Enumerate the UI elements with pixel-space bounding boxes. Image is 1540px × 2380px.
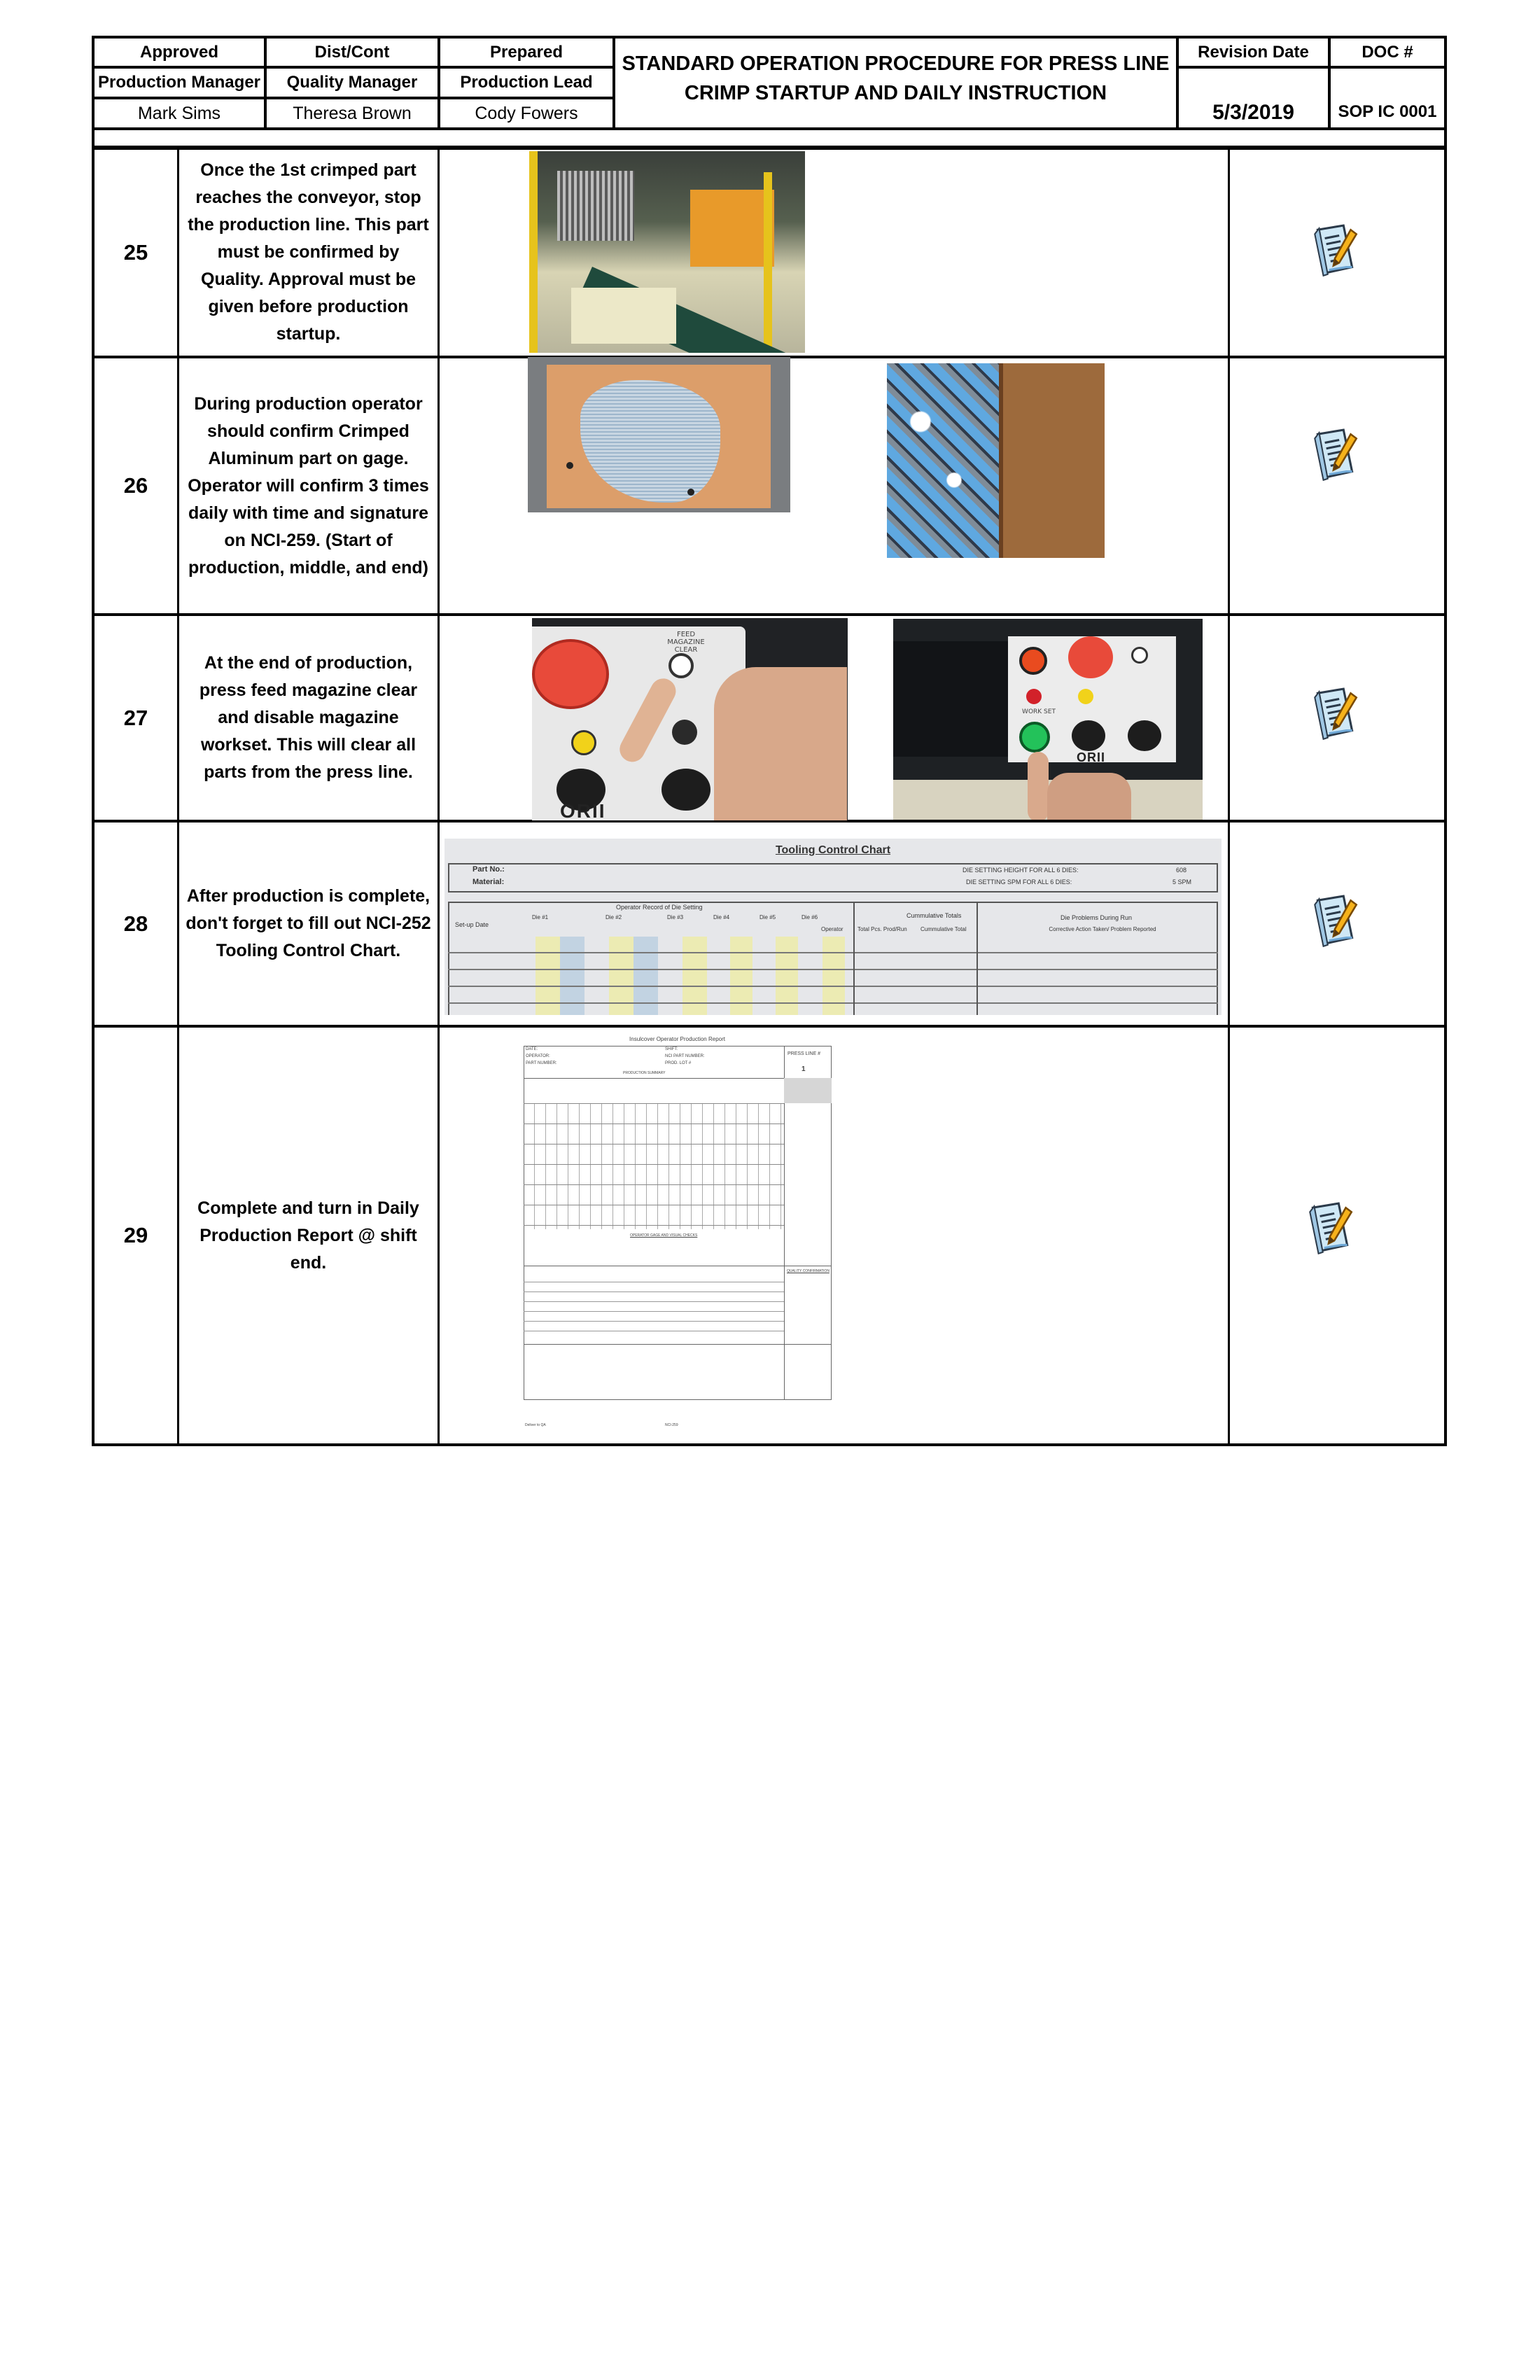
notepad-pencil-icon [1308, 223, 1363, 280]
notepad-pencil-icon [1308, 893, 1363, 951]
step-number: 27 [123, 705, 148, 730]
part-number-label: PART NUMBER: [526, 1061, 557, 1065]
panel-label-brand: ORII [1077, 750, 1106, 764]
gauge-check-label: OPERATOR GAGE AND VISUAL CHECKS [630, 1233, 698, 1238]
die-problems-label: Die Problems During Run [1060, 914, 1133, 921]
step-instruction: At the end of production, press feed magazine clear and disable magazine workset. This will clear all parts from the press line. [199, 653, 418, 782]
production-summary-label: PRODUCTION SUMMARY [623, 1071, 666, 1075]
panel-label-work-set: WORK SET [1022, 708, 1056, 715]
cumulative-total-label: Cummulative Total [920, 926, 967, 932]
step-number: 26 [123, 473, 148, 498]
doc-number-label: DOC # [1362, 42, 1413, 62]
quality-confirmation-label: QUALITY CONFIRMATION [787, 1269, 830, 1273]
notepad-pencil-icon [1308, 686, 1363, 743]
material-label: Material: [472, 878, 505, 886]
approved-label: Approved [139, 42, 218, 62]
step-instruction: Once the 1st crimped part reaches the conveyor, stop the production line. This part must be confirmed by Quality. Approval must be given before production startup. [188, 160, 429, 344]
date-label: DATE: [526, 1047, 538, 1051]
work-set-button-photo [893, 619, 1203, 820]
dist-cont-title: Quality Manager [286, 73, 418, 92]
revision-date-label: Revision Date [1198, 42, 1309, 62]
preparer-title: Production Lead [460, 73, 593, 92]
die-1-label: Die #1 [532, 914, 549, 920]
document-title-line2: CRIMP STARTUP AND DAILY INSTRUCTION [684, 81, 1107, 104]
part-no-label: Part No.: [472, 865, 505, 874]
step-number: 28 [123, 911, 148, 936]
footer-left: Deliver to QA [525, 1423, 546, 1427]
notepad-pencil-icon [1308, 427, 1363, 484]
die-spm-value: 5 SPM [1172, 878, 1192, 886]
daily-production-report-form [518, 1036, 836, 1435]
die-spm-label: DIE SETTING SPM FOR ALL 6 DIES: [966, 878, 1072, 886]
setup-date-label: Set-up Date [455, 921, 489, 928]
cumulative-totals-label: Cummulative Totals [906, 912, 962, 919]
document-title-line1: STANDARD OPERATION PROCEDURE FOR PRESS LINE [622, 52, 1170, 75]
dist-cont-label: Dist/Cont [314, 42, 390, 62]
step-instruction: After production is complete, don't forget to fill out NCI-252 Tooling Control Chart. [186, 886, 431, 960]
report-title: Insulcover Operator Production Report [629, 1036, 725, 1042]
die-height-label: DIE SETTING HEIGHT FOR ALL 6 DIES: [962, 867, 1079, 874]
tooling-control-chart-form [444, 839, 1222, 1015]
footer-center: NCI-259 [665, 1423, 678, 1427]
form-title: Tooling Control Chart [775, 844, 891, 856]
crimped-aluminum-closeup-photo [887, 363, 1105, 558]
operator-col-label: Operator [821, 926, 844, 932]
corrective-action-label: Corrective Action Taken/ Problem Reported [1049, 926, 1156, 932]
shift-label: SHIFT: [665, 1047, 678, 1051]
approver-title: Production Manager [97, 73, 261, 92]
total-pcs-label: Total Pcs. Prod/Run [858, 926, 907, 932]
step-number: 25 [123, 239, 148, 265]
feed-magazine-clear-button-photo [532, 618, 848, 820]
step-instruction: During production operator should confirm Crimped Aluminum part on gage. Operator will confirm 3 times daily with time and signature on NCI-259. (Start of production, middle, and end) [188, 393, 429, 578]
prod-lot-label: PROD. LOT # [665, 1061, 692, 1065]
nci-part-label: NCI PART NUMBER: [665, 1054, 705, 1058]
aluminum-part-on-gage-photo [528, 357, 790, 512]
operator-record-label: Operator Record of Die Setting [616, 904, 703, 911]
notepad-pencil-icon [1303, 1200, 1358, 1258]
step-number: 29 [123, 1223, 148, 1247]
operator-label: OPERATOR: [526, 1054, 550, 1058]
dist-cont-name: Theresa Brown [293, 103, 412, 123]
step-instruction: Complete and turn in Daily Production Report @ shift end. [197, 1198, 419, 1273]
approver-name: Mark Sims [137, 103, 221, 123]
die-3-label: Die #3 [667, 914, 684, 920]
preparer-name: Cody Fowers [475, 103, 578, 123]
doc-number-value: SOP IC 0001 [1338, 102, 1437, 121]
die-4-label: Die #4 [713, 914, 730, 920]
die-2-label: Die #2 [606, 914, 622, 920]
die-5-label: Die #5 [760, 914, 776, 920]
press-line-label: PRESS LINE # [788, 1051, 821, 1056]
panel-label-feed-magazine-clear: FEED MAGAZINE CLEAR [667, 631, 705, 654]
press-line-value: 1 [802, 1065, 806, 1073]
document-title [615, 38, 1176, 127]
revision-date-value: 5/3/2019 [1212, 101, 1294, 124]
die-height-value: 608 [1176, 867, 1187, 874]
press-line-conveyor-photo [529, 151, 805, 353]
panel-label-brand: ORII [560, 800, 606, 820]
prepared-label: Prepared [489, 42, 564, 62]
die-6-label: Die #6 [802, 914, 818, 920]
